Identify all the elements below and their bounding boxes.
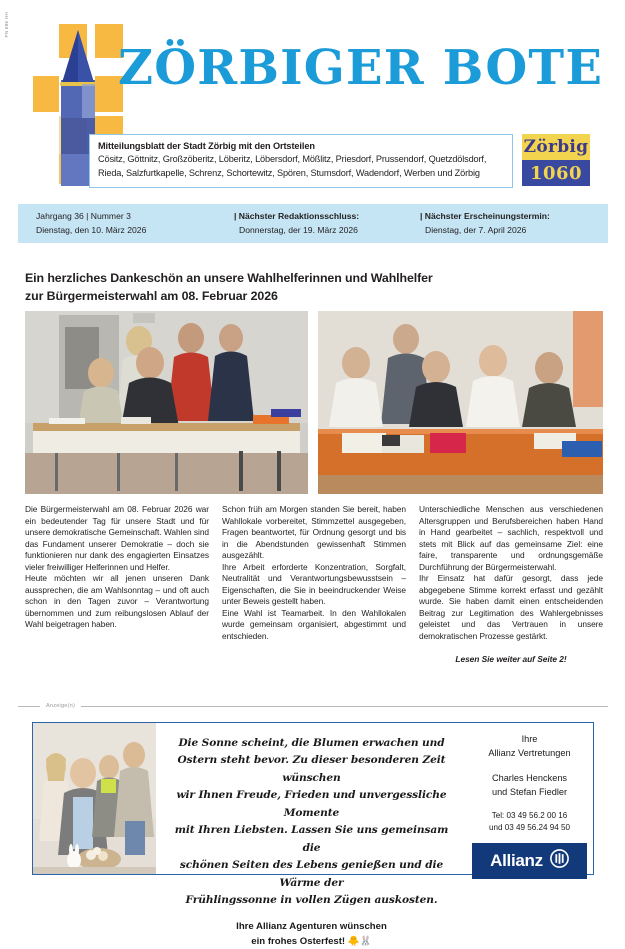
article-body bbox=[25, 504, 603, 665]
masthead bbox=[0, 0, 625, 196]
article-photo-row bbox=[25, 311, 603, 494]
advert-script-line-5: schönen Seiten des Lebens genießen und die Wärme der bbox=[179, 859, 444, 889]
article-headline-line-1: Ein herzliches Dankeschön an unsere Wahlhelferinnen und Wahlhelfer bbox=[25, 271, 433, 285]
page-title: ZÖRBIGER BOTE bbox=[118, 40, 604, 96]
article-col1-para1: Die Bürgermeisterwahl am 08. Februar 2026 war ein bedeutender Tag für unsere Stadt und für unsere demokratische Gemeinschaft. Wahlen sind das Fundament unserer Demokratie – doch sie funktionieren nur dank des engagierten Einsatzes vieler freiwilliger Helferinnen und Helfer. bbox=[25, 504, 209, 572]
advertisement-allianz[interactable] bbox=[32, 722, 594, 948]
article-col2-para2: Ihre Arbeit erforderte Konzentration, Sorgfalt, Neutralität und Verantwortungsbewusstsein – Eigenschaften, die Sie in beeindruckender Weise unter Beweis gestellt haben. bbox=[222, 561, 406, 607]
advert-script-line-6: Frühlingssonne in vollen Zügen auskosten. bbox=[185, 894, 438, 907]
advert-message bbox=[156, 723, 465, 948]
issue-number-cell bbox=[36, 210, 234, 237]
editorial-deadline-value: Donnerstag, der 19. März 2026 bbox=[239, 224, 358, 235]
article-col2-para1: Schon früh am Morgen standen Sie bereit, haben Wahllokale vorbereitet, Stimmzettel ausgegeben, Fragen beantwortet, für Ordnung gesorgt und bis in die Abendstunden gewissenhaft Stimmen ausgezählt. bbox=[222, 504, 406, 561]
advert-agent-name-2: und Stefan Fiedler bbox=[491, 786, 568, 797]
issue-date: Dienstag, den 10. März 2026 bbox=[36, 224, 147, 235]
advert-signoff-line-1: Ihre Allianz Agenturen wünschen bbox=[236, 920, 387, 932]
town-logo-name: Zörbig bbox=[522, 134, 590, 160]
advert-phone-1[interactable]: Tel: 03 49 56.2 00 16 bbox=[491, 811, 568, 820]
photo-election-helpers-left bbox=[25, 311, 308, 494]
advert-phone-2[interactable]: und 03 49 56.24 94 50 bbox=[488, 823, 570, 833]
allianz-wordmark: Allianz bbox=[490, 851, 543, 871]
advert-contact-line-2: Allianz Vertretungen bbox=[488, 748, 571, 759]
issue-info-strip bbox=[18, 204, 608, 243]
advert-script-line-2: Ostern steht bevor. Zu dieser besonderen Zeit wünschen bbox=[177, 754, 446, 784]
next-issue-cell bbox=[420, 210, 608, 237]
subtitle-heading: Mitteilungsblatt der Stadt Zörbig mit den Ortsteilen bbox=[98, 141, 315, 151]
advert-script-line-4: mit Ihren Liebsten. Lassen Sie uns gemeinsam die bbox=[174, 824, 449, 854]
allianz-logo[interactable] bbox=[472, 843, 587, 879]
article-column-3 bbox=[419, 504, 603, 665]
advert-signoff-line-2: ein frohes Osterfest! 🐥🐰 bbox=[251, 936, 372, 948]
advert-agent-name-1: Charles Henckens bbox=[491, 772, 568, 783]
divider-rule-left bbox=[18, 706, 40, 707]
article-col1-para2: Heute möchten wir all jenen unseren Dank aussprechen, die am Wahlsonntag – und oft auch schon in den Tagen zuvor – Verantwortung übernommen und zum reibungslosen Ablauf der Wahl beigetragen haben. bbox=[25, 573, 209, 630]
article-headline bbox=[25, 270, 600, 306]
district-list-line-2: Rieda, Salzfurtkapelle, Schrenz, Schortewitz, Spören, Stumsdorf, Wadendorf, Werben und Zörbig bbox=[98, 168, 480, 179]
editorial-deadline-label: | Nächster Redaktionsschluss: bbox=[234, 211, 360, 222]
divider-rule-right bbox=[81, 706, 608, 707]
article-column-1 bbox=[25, 504, 209, 665]
article-col3-para1: Unterschiedliche Menschen aus verschiedenen Altersgruppen und Berufsbereichen haben Hand in Hand gearbeitet – sachlich, respektvoll und stets mit Blick auf das gemeinsame Ziel: eine faire, transparente und ordnungsgemäße Durchführung der Bürgermeisterwahl. bbox=[419, 504, 603, 572]
article-col3-para2: Ihr Einsatz hat dafür gesorgt, dass jede abgegebene Stimme korrekt erfasst und gezählt wurde. Sie haben damit einen entscheidenden Beitrag zur Legitimation des Wahlergebnisses geleistet und das Vertrauen in unsere demokratischen Prozesse gestärkt. bbox=[419, 573, 603, 642]
article-headline-line-2: zur Bürgermeisterwahl am 08. Februar 2026 bbox=[25, 288, 278, 303]
district-list-line-1: Cösitz, Göttnitz, Großzöberitz, Löberitz, Löbersdorf, Mößlitz, Priesdorf, Prussendorf, Quetzdölsdorf, bbox=[98, 154, 487, 165]
ads-section-label: Anzeige(n) bbox=[46, 703, 76, 709]
subtitle-box bbox=[89, 134, 513, 188]
allianz-eagle-icon bbox=[550, 849, 569, 873]
ads-section-divider bbox=[18, 703, 608, 709]
town-logo-year: 1060 bbox=[522, 160, 590, 186]
editorial-deadline-cell bbox=[234, 210, 420, 237]
town-coat-logo bbox=[521, 133, 591, 187]
photo-election-helpers-right bbox=[318, 311, 603, 494]
article-col2-para3: Eine Wahl ist Teamarbeit. In den Wahllokalen wurde gemeinsam organisiert, abgestimmt und entschieden. bbox=[222, 607, 406, 642]
next-issue-value: Dienstag, der 7. April 2026 bbox=[425, 224, 527, 235]
article-column-2 bbox=[222, 504, 406, 665]
issue-volume-number: Jahrgang 36 | Nummer 3 bbox=[36, 211, 131, 222]
next-issue-label: | Nächster Erscheinungstermin: bbox=[420, 211, 550, 222]
advert-script-line-1: Die Sonne scheint, die Blumen erwachen und bbox=[178, 737, 445, 749]
advert-team-photo bbox=[33, 723, 156, 874]
continue-reading-note: Lesen Sie weiter auf Seite 2! bbox=[455, 653, 567, 664]
print-code-vertical: PN 686 HH bbox=[4, 12, 9, 38]
advert-contact-panel bbox=[465, 723, 593, 874]
advert-contact-line-1: Ihre bbox=[521, 734, 538, 744]
advert-script-line-3: wir Ihnen Freude, Frieden und unvergessliche Momente bbox=[176, 789, 447, 819]
